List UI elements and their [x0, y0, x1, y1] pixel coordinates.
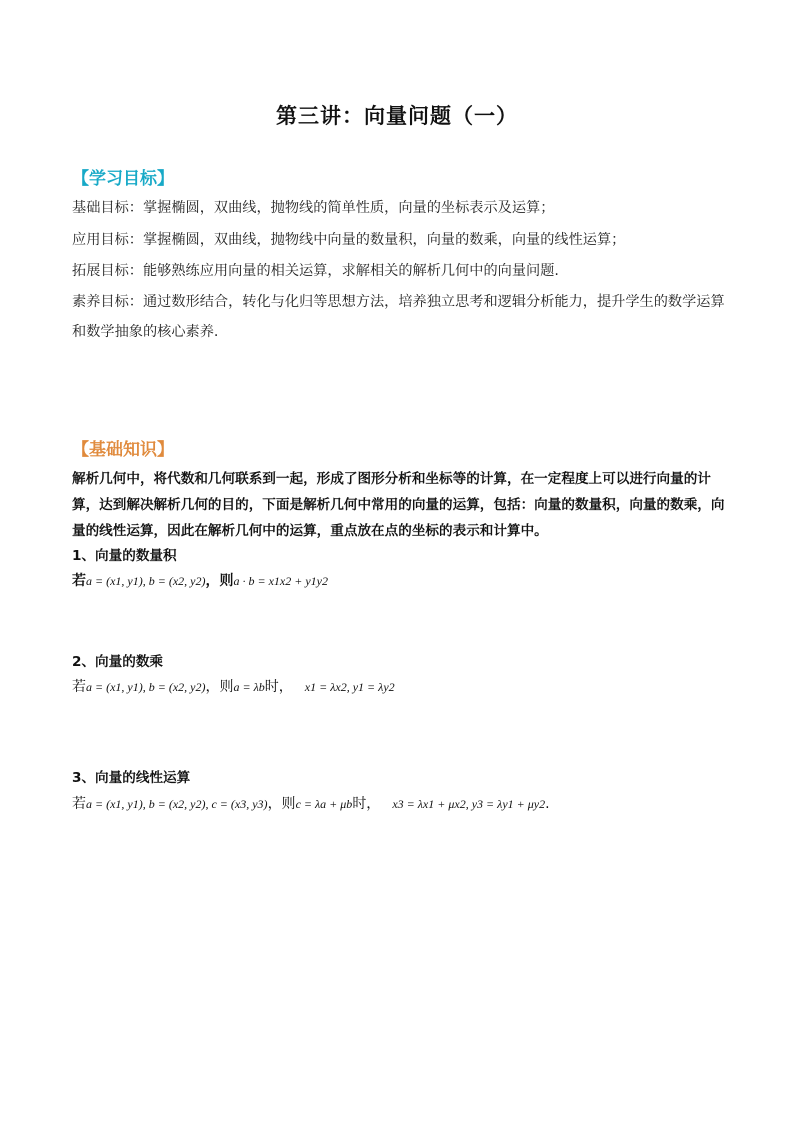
goal-literacy: 素养目标：通过数形结合，转化与化归等思想方法，培养独立思考和逻辑分析能力，提升学生的数学运算和数学抽象的核心素养. — [72, 294, 725, 340]
basic-knowledge-heading: 【基础知识】 — [72, 440, 174, 460]
dot-product-formula — [72, 569, 328, 593]
linear-result: x3 = λx1 + μx2, y3 = λy1 + μy2 — [392, 797, 546, 811]
when-word: 时， — [264, 679, 293, 695]
if-word: 若 — [72, 679, 86, 695]
if-word: 若 — [72, 796, 86, 812]
then-word: ，则 — [205, 679, 234, 695]
linear-operation-heading: 3、向量的线性运算 — [72, 770, 191, 786]
scalar-condition: a = λb — [233, 680, 265, 694]
goal-basic: 基础目标：掌握椭圆，双曲线，抛物线的简单性质，向量的坐标表示及运算； — [72, 200, 555, 216]
page-title: 第三讲：向量问题（一） — [276, 104, 518, 128]
scalar-result: x1 = λx2, y1 = λy2 — [304, 680, 395, 694]
learning-goals-heading: 【学习目标】 — [72, 169, 174, 189]
then-word: ，则 — [267, 796, 296, 812]
basic-knowledge-intro: 解析几何中，将代数和几何联系到一起，形成了图形分析和坐标等的计算，在一定程度上可以进行向量的计算，达到解决解析几何的目的，下面是解析几何中常用的向量的运算，包括：向量的数量积，向量的数乘，向量的线性运算，因此在解析几何中的运算，重点放在点的坐标的表示和计算中。 — [72, 471, 725, 539]
then-word: ，则 — [205, 573, 234, 589]
scalar-multiplication-formula — [72, 675, 395, 699]
when-word: 时， — [352, 796, 381, 812]
scalar-multiplication-heading: 2、向量的数乘 — [72, 654, 164, 670]
given-vectors: a = (x1, y1), b = (x2, y2) — [86, 574, 206, 588]
given-vectors: a = (x1, y1), b = (x2, y2) — [86, 680, 206, 694]
goal-extension: 拓展目标：能够熟练应用向量的相关运算，求解相关的解析几何中的向量问题. — [72, 263, 559, 279]
formula-end: . — [545, 796, 550, 812]
linear-operation-formula — [72, 792, 550, 816]
goal-application: 应用目标：掌握椭圆，双曲线，抛物线中向量的数量积，向量的数乘，向量的线性运算； — [72, 232, 626, 248]
given-vectors: a = (x1, y1), b = (x2, y2), c = (x3, y3) — [86, 797, 268, 811]
if-word: 若 — [72, 573, 86, 589]
dot-product-heading: 1、向量的数量积 — [72, 548, 177, 564]
linear-condition: c = λa + μb — [295, 797, 353, 811]
dot-product-result: a · b = x1x2 + y1y2 — [233, 574, 328, 588]
